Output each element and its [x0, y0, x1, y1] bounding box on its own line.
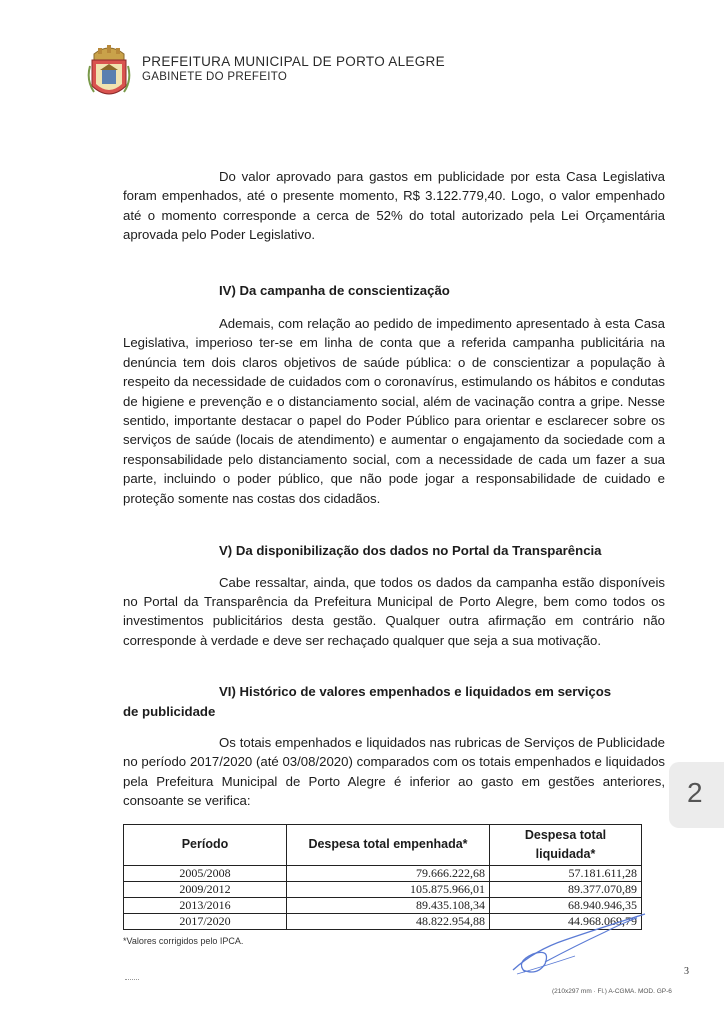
- letterhead: [86, 40, 486, 110]
- table-row: [124, 882, 642, 898]
- settled-cell: 57.181.611,28: [490, 866, 642, 882]
- signature-icon: [505, 910, 655, 980]
- city-coat-of-arms-icon: [86, 40, 132, 106]
- section-vi-heading: [123, 682, 665, 721]
- org-name: PREFEITURA MUNICIPAL DE PORTO ALEGRE: [142, 54, 445, 69]
- section-vi-heading-line2: de publicidade: [123, 703, 216, 719]
- header-settled: Despesa total liquidada*: [490, 824, 642, 866]
- committed-cell: 105.875.966,01: [287, 882, 490, 898]
- section-iv-heading: IV) Da campanha de conscientização: [219, 282, 450, 298]
- scan-mark: [125, 979, 139, 982]
- page-tab-number: 2: [687, 777, 703, 808]
- page-tab: [669, 762, 724, 828]
- form-code: (210x297 mm · Fl.) A-CGMA. MOD. GP-6: [552, 988, 672, 995]
- settled-cell: 44.968.069,79: [490, 914, 642, 930]
- header-period: Período: [124, 824, 287, 866]
- settled-cell: 68.940.946,35: [490, 898, 642, 914]
- department-name: GABINETE DO PREFEITO: [142, 71, 288, 83]
- committed-cell: 48.822.954,88: [287, 914, 490, 930]
- committed-cell: 79.666.222,68: [287, 866, 490, 882]
- settled-cell: 89.377.070,89: [490, 882, 642, 898]
- page-number: 3: [684, 966, 689, 977]
- committed-cell: 89.435.108,34: [287, 898, 490, 914]
- period-cell: 2017/2020: [124, 914, 287, 930]
- period-cell: 2013/2016: [124, 898, 287, 914]
- table-header-row: [124, 824, 642, 866]
- section-vi-body: Os totais empenhados e liquidados nas rubricas de Serviços de Publicidade no período 2017/2020 (até 03/08/2020) comparados com os totais empenhados e liquidados pela Prefeitura Municipal de Porto Alegre é inferior ao gasto em gestões anteriores, consoante se verifica:: [123, 734, 665, 809]
- section-v-heading: V) Da disponibilização dos dados no Portal da Transparência: [219, 543, 602, 559]
- table-footnote: *Valores corrigidos pelo IPCA.: [123, 936, 244, 947]
- header-committed: Despesa total empenhada*: [287, 824, 490, 866]
- section-iv-body: Ademais, com relação ao pedido de impedimento apresentado à esta Casa Legislativa, imperioso ter-se em linha de conta que a referida campanha publicitária na denúncia tem dois claros objetivos de saúde pública: o de conscientizar a população à respeito da necessidade de cuidados com o coronavírus, estimulando os hábitos e condutas de higiene e prevenção e o distanciamento social, além de vacinação contra a gripe. Nesse sentido, importante destacar o papel do Poder Público para orientar e esclarecer sobre os serviços de saúde (locais de atendimento) e aumentar o engajamento da sociedade com a responsabilidade pelo distanciamento social, com a necessidade de cada um fazer a sua parte, incluindo o poder público, que não pode jogar a responsabilidade de cuidado e proteção somente nas costas dos cidadãos.: [123, 316, 665, 506]
- period-cell: 2009/2012: [124, 882, 287, 898]
- period-cell: 2005/2008: [124, 866, 287, 882]
- document-body: [123, 167, 665, 952]
- intro-paragraph: Do valor aprovado para gastos em publicidade por esta Casa Legislativa foram empenhados, até o presente momento, R$ 3.122.779,40. Logo, o valor empenhado até o momento corresponde a cerca de 52% do total autorizado pela Lei Orçamentária aprovada pelo Poder Legislativo.: [123, 169, 665, 243]
- table-row: [124, 866, 642, 882]
- section-v-body: Cabe ressaltar, ainda, que todos os dados da campanha estão disponíveis no Portal da Transparência da Prefeitura Municipal de Porto Alegre, bem como todos os investimentos publicitários desta gestão. Qualquer outra afirmação em contrário não corresponde à verdade e deve ser rechaçado qualquer que seja a sua motivação.: [123, 574, 665, 648]
- section-vi-heading-line1: VI) Histórico de valores empenhados e liquidados em serviços: [219, 684, 612, 700]
